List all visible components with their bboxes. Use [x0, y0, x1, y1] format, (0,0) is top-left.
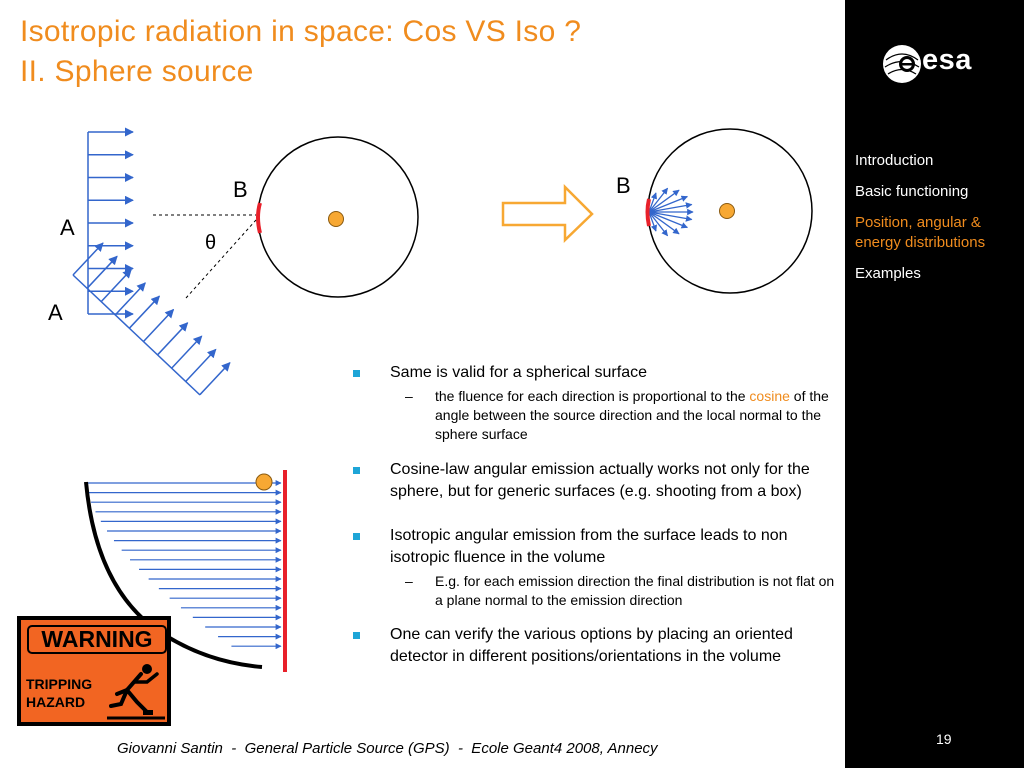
point-source-bottom: [256, 474, 272, 490]
beam-arrow: [129, 296, 159, 328]
dash-marker: –: [405, 573, 413, 589]
bullet-marker: [353, 632, 360, 639]
bullet-item: [352, 362, 842, 384]
beam-arrow: [172, 336, 202, 368]
beam-arrow: [649, 212, 692, 220]
esa-logo-text: esa: [922, 44, 972, 76]
beam-arrow: [144, 310, 174, 342]
sub-bullet-item: [352, 572, 842, 610]
warning-title: WARNING: [27, 625, 167, 654]
warning-line-1: TRIPPING: [26, 676, 93, 692]
beam-arrow: [87, 256, 117, 288]
title-line-1: Isotropic radiation in space: Cos VS Iso ?: [20, 15, 582, 48]
sub-bullet-item: [352, 387, 842, 444]
bullet-item: [352, 459, 842, 503]
beam-arrow: [115, 283, 145, 315]
sub-bullet-text-part: the fluence for each direction is proportional to the: [435, 388, 746, 404]
theta-label: θ: [205, 232, 217, 254]
bullet-text: Cosine-law angular emission actually works not only for the sphere, but for generic surfaces (e.g. shooting from a box): [390, 461, 810, 500]
label-a-upper: A: [60, 215, 75, 240]
nav-item-label-line-2: energy distributions: [855, 234, 986, 251]
label-b-left: B: [233, 177, 248, 202]
point-source-left: [329, 212, 344, 227]
label-a-lower: A: [48, 300, 63, 325]
label-b-right: B: [616, 173, 631, 198]
beam-arrow: [200, 363, 230, 395]
bullet-marker: [353, 533, 360, 540]
title-line-2: II. Sphere source: [20, 55, 254, 88]
beam-arrow: [186, 349, 216, 381]
tilted-beam-a: [73, 243, 230, 395]
bullet-text: Same is valid for a spherical surface: [390, 364, 647, 381]
sub-bullet-text: [435, 388, 829, 442]
beam-arrow: [158, 323, 188, 355]
dash-marker: –: [405, 388, 413, 404]
sub-bullet-text-part: of the angle between the source direction and the local normal to the sphere surface: [435, 388, 829, 442]
page-number: 19: [936, 731, 952, 747]
footer-citation: Giovanni Santin - General Particle Source (GPS) - Ecole Geant4 2008, Annecy: [117, 740, 658, 757]
cosine-emission-fan: [649, 188, 693, 236]
bullet-marker: [353, 370, 360, 377]
nav-item-examples[interactable]: Examples: [855, 265, 921, 282]
direction-dashed-line: [186, 220, 256, 298]
sidebar: [845, 0, 1024, 768]
point-source-right: [720, 204, 735, 219]
highlight-cosine: cosine: [749, 388, 790, 404]
bullet-text: Isotropic angular emission from the surface leads to non isotropic fluence in the volume: [390, 527, 788, 566]
bullet-item: [352, 525, 842, 569]
parallel-beam-a: [88, 132, 133, 314]
nav-item-position-angular-energy[interactable]: [855, 213, 1015, 253]
bullet-item: [352, 624, 842, 668]
sub-bullet-text: E.g. for each emission direction the final distribution is not flat on a plane normal to the emission direction: [435, 573, 835, 608]
nav-item-label-line-1: Position, angular &: [855, 214, 981, 231]
beam-arrow: [101, 270, 131, 302]
transition-arrow-icon: [503, 187, 592, 240]
bullet-list: [352, 362, 842, 668]
warning-line-2: HAZARD: [26, 694, 86, 710]
surface-element-b-right: [648, 199, 650, 226]
surface-element-b-left: [258, 203, 260, 233]
bullet-text: One can verify the various options by placing an oriented detector in different positions/orientations in the volume: [390, 626, 793, 665]
nav-item-introduction[interactable]: Introduction: [855, 152, 934, 169]
bullet-marker: [353, 467, 360, 474]
nav-item-basic-functioning[interactable]: Basic functioning: [855, 183, 969, 200]
warning-sign: [17, 616, 171, 726]
beam-arrow: [649, 204, 692, 212]
tripping-person-icon: [107, 660, 165, 720]
